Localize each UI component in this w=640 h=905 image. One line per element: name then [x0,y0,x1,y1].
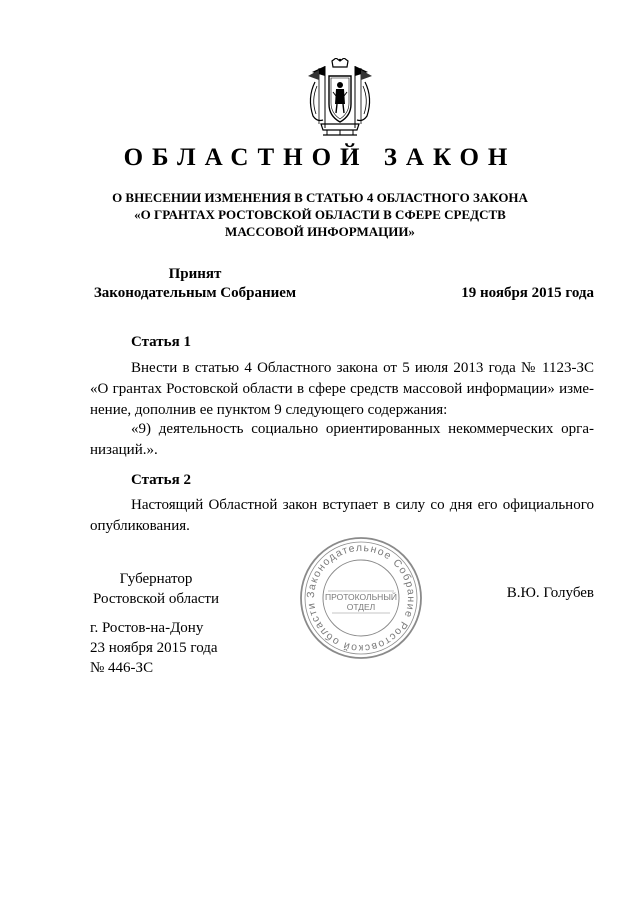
paragraph-line: опубликования. [90,518,190,534]
paragraph-line: нение, дополнив ее пунктом 9 следующего содержания: [90,402,448,418]
paragraph-line: Внести в статью 4 Областного закона от 5 июля 2013 года № 1123-ЗС [131,360,594,376]
adopted-body: Законодательным Собранием [93,285,297,301]
article-2-heading: Статья 2 [131,472,191,488]
signatory-position-line: Ростовской области [93,591,219,607]
law-subtitle [90,189,550,240]
article-1-heading: Статья 1 [131,334,191,350]
signatory-name: В.Ю. Голубев [506,585,594,601]
stamp-outer-text: Законодательное Собрание Ростовской области [304,541,418,655]
signatory-position-line: Губернатор [119,571,193,587]
adopted-label: Принят [168,266,222,282]
signatory-position [90,569,222,609]
place-date-number [90,618,218,678]
place-city: г. Ростов-на-Дону [90,620,204,636]
law-number: № 446-ЗС [90,660,154,676]
adopted-date: 19 ноября 2015 года [461,285,594,301]
place-date: 23 ноября 2015 года [90,640,218,656]
coat-of-arms-icon [303,58,377,136]
law-subtitle-line: МАССОВОЙ ИНФОРМАЦИИ» [225,224,415,239]
article-1-paragraph-2 [90,419,594,461]
law-title: ОБЛАСТНОЙ ЗАКОН [123,144,517,171]
law-subtitle-line: «О ГРАНТАХ РОСТОВСКОЙ ОБЛАСТИ В СФЕРЕ СРЕДСТВ [134,207,506,222]
paragraph-line: «О грантах Ростовской области в сфере средств массовой информации» изме- [90,381,594,397]
stamp-inner-line: ПРОТОКОЛЬНЫЙ [325,592,397,602]
article-2-paragraph-1 [90,495,594,537]
law-subtitle-line: О ВНЕСЕНИИ ИЗМЕНЕНИЯ В СТАТЬЮ 4 ОБЛАСТНОГО ЗАКОНА [112,190,528,205]
paragraph-line: «9) деятельность социально ориентированных некоммерческих орга- [131,421,594,437]
article-1-paragraph-1 [90,358,594,421]
paragraph-line: Настоящий Областной закон вступает в силу со дня его официального [131,497,594,513]
paragraph-line: низаций.». [90,442,158,458]
stamp-inner-line: ОТДЕЛ [346,602,376,612]
round-seal-icon [296,533,426,663]
